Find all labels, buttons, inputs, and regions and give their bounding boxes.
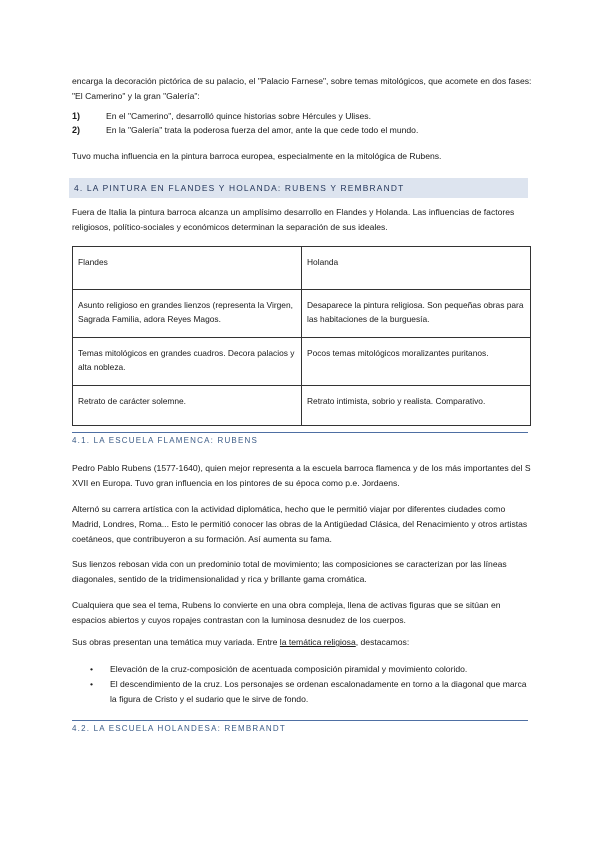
intro-paragraph: encarga la decoración pictórica de su palacio, el "Palacio Farnese", sobre temas mitológicos, que acomete en dos fases: "El Camerino" y la gran "Galería": bbox=[72, 76, 532, 101]
section-4-heading: 4. LA PINTURA EN FLANDES Y HOLANDA: RUBENS Y REMBRANDT bbox=[69, 178, 528, 198]
bullet-text: Elevación de la cruz-composición de acentuada composición piramidal y movimiento colorido. bbox=[110, 664, 468, 674]
item-text: En el "Camerino", desarrolló quince historias sobre Hércules y Ulises. bbox=[106, 111, 371, 121]
table-row bbox=[73, 386, 531, 426]
paragraph-text: Sus obras presentan una temática muy variada. Entre bbox=[72, 637, 280, 647]
table-cell: Pocos temas mitológicos moralizantes puritanos. bbox=[302, 338, 531, 386]
rubens-paragraph-2: Alternó su carrera artística con la actividad diplomática, hecho que le permitió viajar por diferentes ciudades como Madrid, Londres, Roma... Esto le permitió conocer las obras de la Antigüedad Clásica, del Renacimiento y otros artistas coetáneos, que contribuyeron a su formación. Así aumenta su fama. bbox=[72, 504, 528, 544]
influence-paragraph: Tuvo mucha influencia en la pintura barroca europea, especialmente en la mitológica de Rubens. bbox=[72, 151, 442, 161]
table-cell: Retrato intimista, sobrio y realista. Comparativo. bbox=[302, 386, 531, 426]
table-row bbox=[73, 338, 531, 386]
section-4-1-heading: 4.1. LA ESCUELA FLAMENCA: RUBENS bbox=[72, 436, 259, 445]
paragraph-text: , destacamos: bbox=[355, 637, 410, 647]
bullet-icon: • bbox=[90, 679, 94, 689]
section-divider bbox=[72, 720, 528, 721]
item-text: En la "Galería" trata la poderosa fuerza del amor, ante la que cede todo el mundo. bbox=[106, 125, 419, 135]
item-number: 1) bbox=[72, 111, 81, 121]
rubens-paragraph-5 bbox=[72, 635, 534, 650]
table-row bbox=[73, 290, 531, 338]
section-divider bbox=[72, 432, 528, 433]
table-header-cell: Holanda bbox=[302, 247, 531, 290]
table-header-row bbox=[73, 247, 531, 290]
item-number: 2) bbox=[72, 125, 81, 135]
section-4-2-heading: 4.2. LA ESCUELA HOLANDESA: REMBRANDT bbox=[72, 724, 286, 733]
rubens-paragraph-3: Sus lienzos rebosan vida con un predominio total de movimiento; las composiciones se caracterizan por las líneas diagonales, sentido de la tridimensionalidad y rica y brillante gama cromática. bbox=[72, 559, 507, 584]
comparison-table bbox=[72, 246, 531, 426]
rubens-paragraph-4: Cualquiera que sea el tema, Rubens lo convierte en una obra compleja, llena de activas figuras que se sitúan en espacios abiertos y cuyos ropajes contrastan con la luminosa desnudez de los cuerpos. bbox=[72, 600, 501, 625]
table-cell: Desaparece la pintura religiosa. Son pequeñas obras para las habitaciones de la burguesía. bbox=[302, 290, 531, 338]
table-header-cell: Flandes bbox=[73, 247, 302, 290]
bullet-icon: • bbox=[90, 664, 94, 674]
religious-theme-link[interactable]: la temática religiosa bbox=[279, 637, 356, 647]
table-cell: Temas mitológicos en grandes cuadros. Decora palacios y alta nobleza. bbox=[73, 338, 302, 386]
section-4-paragraph: Fuera de Italia la pintura barroca alcanza un amplísimo desarrollo en Flandes y Holanda. Las influencias de factores religiosos, político-sociales y económicos determinan la separación de sus ideales. bbox=[72, 207, 515, 232]
rubens-paragraph-1: Pedro Pablo Rubens (1577-1640), quien mejor representa a la escuela barroca flamenca y de los más importantes del S XVII en Europa. Tuvo gran influencia en los pintores de su época como p.e. Jordaens. bbox=[72, 463, 531, 488]
bullet-text: El descendimiento de la cruz. Los personajes se ordenan escalonadamente en torno a la diagonal que marca la figura de Cristo y el sudario que le sirve de fondo. bbox=[110, 679, 527, 704]
table-cell: Asunto religioso en grandes lienzos (representa la Virgen, Sagrada Familia, adora Reyes Magos. bbox=[73, 290, 302, 338]
table-cell: Retrato de carácter solemne. bbox=[73, 386, 302, 426]
